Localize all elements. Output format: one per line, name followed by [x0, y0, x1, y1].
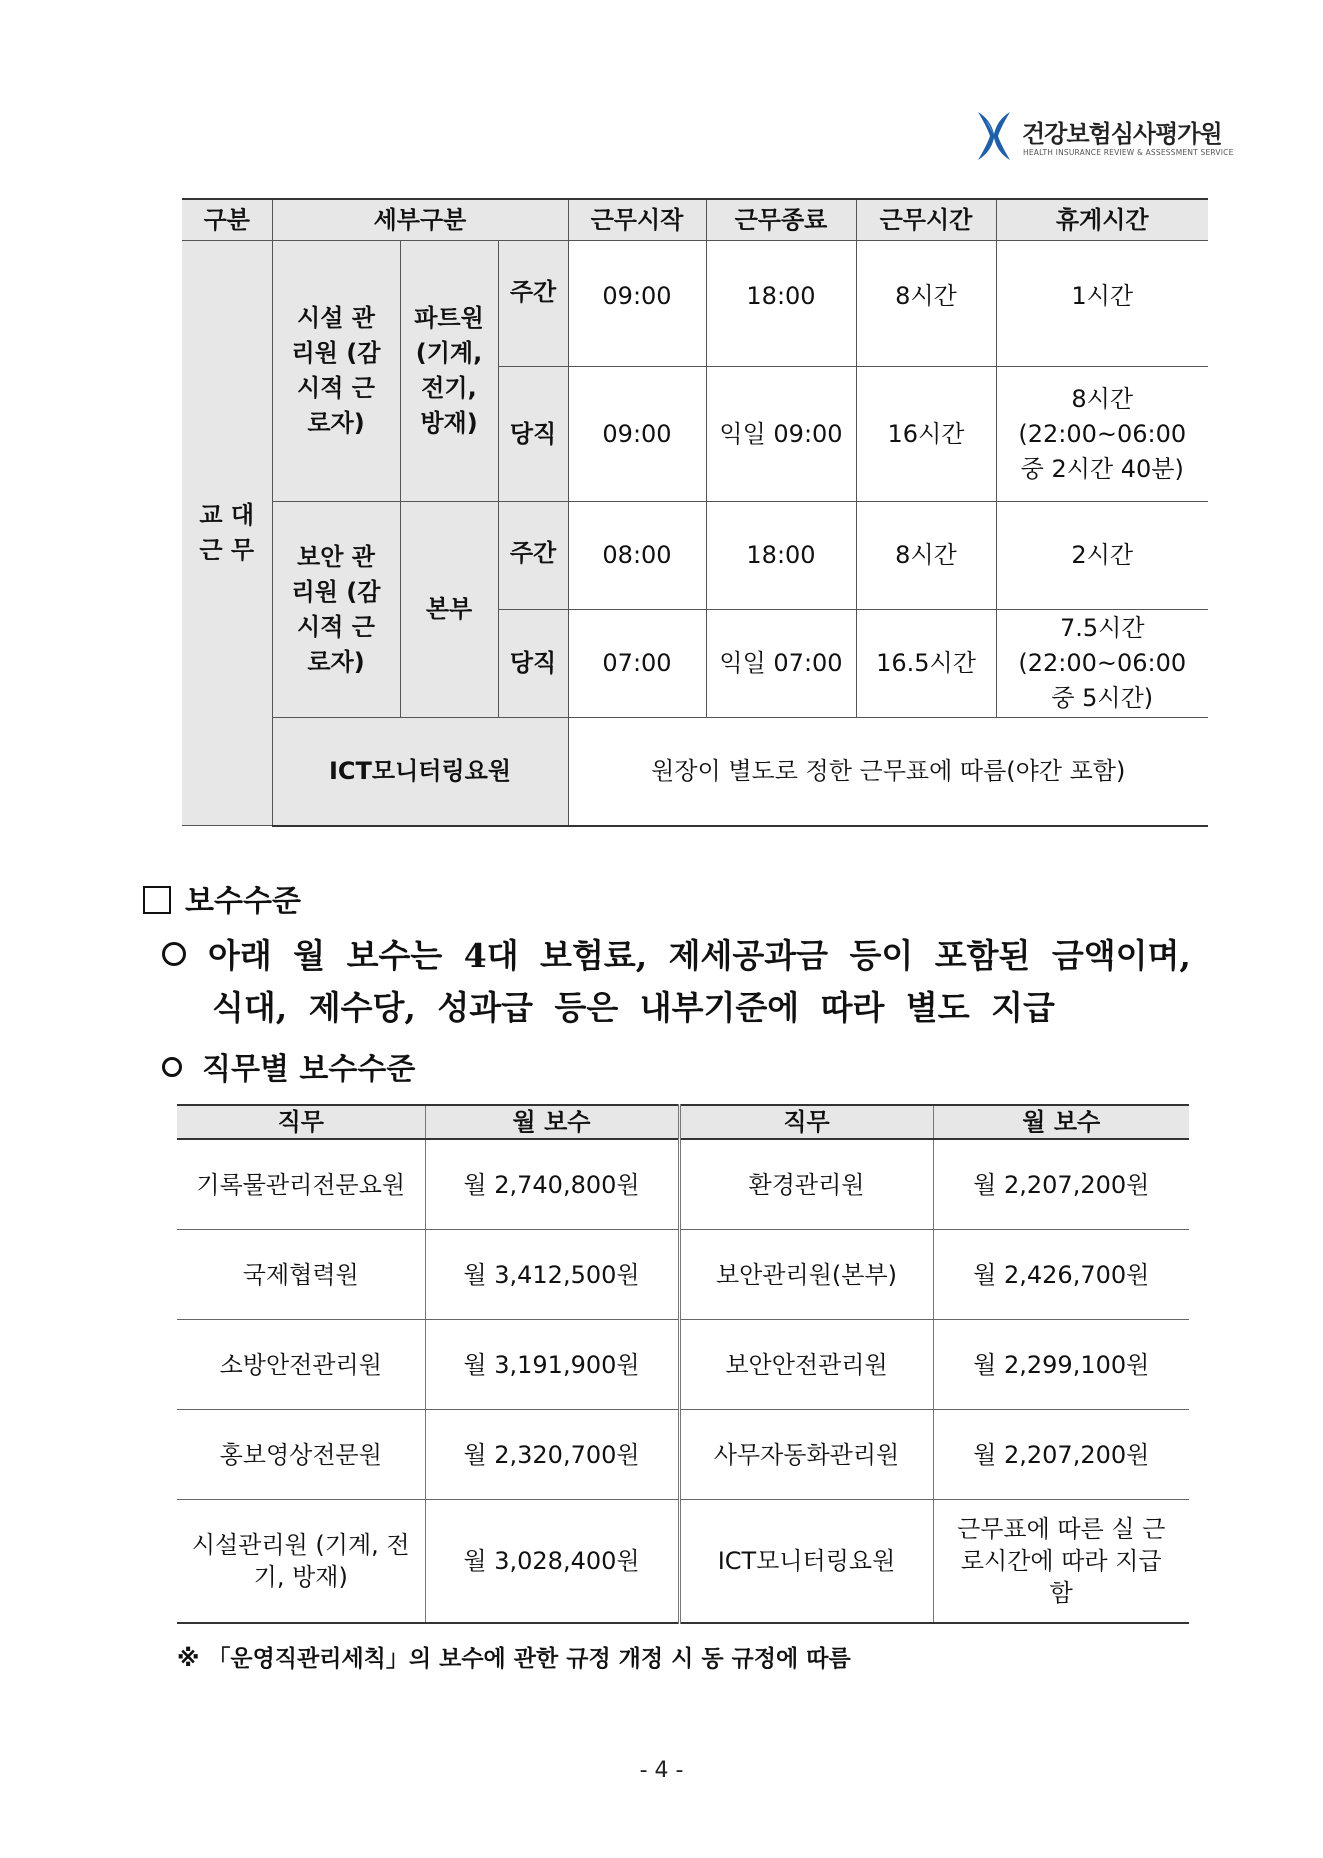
monthly-pay: 월 2,207,200원 — [933, 1410, 1189, 1500]
job-title: 국제협력원 — [177, 1230, 425, 1320]
monthly-pay: 월 2,426,700원 — [933, 1230, 1189, 1320]
checkbox-square-icon — [143, 886, 171, 914]
shift-end: 18:00 — [706, 241, 856, 367]
salary-row — [177, 1320, 1189, 1410]
shift-type: 당직 — [498, 610, 568, 718]
schedule-row — [182, 241, 1208, 367]
job-title: 보안안전관리원 — [679, 1320, 933, 1410]
shift-rest-text: 8시간 (22:00~06:00 중 2시간 40분) — [1018, 384, 1187, 483]
monthly-pay: 월 2,299,100원 — [933, 1320, 1189, 1410]
salary-row — [177, 1230, 1189, 1320]
pay-subheading-text: 직무별 보수수준 — [202, 1052, 416, 1087]
header-pay: 월 보수 — [425, 1105, 679, 1139]
circle-bullet-icon — [162, 1057, 182, 1077]
org-logo — [972, 108, 1234, 164]
header-category: 구분 — [182, 199, 272, 241]
shift-type: 주간 — [498, 502, 568, 610]
job-title: ICT모니터링요원 — [679, 1500, 933, 1624]
header-rest: 휴게시간 — [996, 199, 1208, 241]
shift-end: 18:00 — [706, 502, 856, 610]
job-title: 기록물관리전문요원 — [177, 1139, 425, 1230]
job-title: 환경관리원 — [679, 1139, 933, 1230]
header-end: 근무종료 — [706, 199, 856, 241]
monthly-pay — [933, 1500, 1189, 1624]
group-role-label: 보안 관리원 (감시적 근로자) — [291, 542, 381, 676]
shift-start: 07:00 — [568, 610, 706, 718]
shift-hours: 16시간 — [856, 367, 996, 502]
monthly-pay: 월 3,191,900원 — [425, 1320, 679, 1410]
ict-note: 원장이 별도로 정한 근무표에 따름(야간 포함) — [568, 718, 1208, 826]
pay-description-line2: 식대, 제수당, 성과급 등은 내부기준에 따라 별도 지급 — [212, 988, 1055, 1027]
org-subtitle: HEALTH INSURANCE REVIEW & ASSESSMENT SERVICE — [1023, 148, 1234, 157]
group-role — [272, 241, 400, 502]
header-start: 근무시작 — [568, 199, 706, 241]
monthly-pay-text: 근무표에 따른 실 근로시간에 따라 지급함 — [957, 1515, 1166, 1607]
circle-bullet-icon — [162, 942, 186, 966]
section-title — [143, 876, 301, 920]
section-title-text: 보수수준 — [185, 884, 301, 919]
shift-start: 08:00 — [568, 502, 706, 610]
shift-type: 당직 — [498, 367, 568, 502]
group-sub-label: 파트원 (기계, 전기, 방재) — [414, 304, 484, 437]
shift-end: 익일 09:00 — [706, 367, 856, 502]
schedule-row — [182, 718, 1208, 826]
org-logo-icon — [972, 108, 1016, 164]
schedule-header-row — [182, 199, 1208, 241]
group-role — [272, 502, 400, 718]
salary-row — [177, 1410, 1189, 1500]
monthly-pay: 월 3,028,400원 — [425, 1500, 679, 1624]
job-title: 사무자동화관리원 — [679, 1410, 933, 1500]
salary-header-row — [177, 1105, 1189, 1139]
monthly-pay: 월 2,320,700원 — [425, 1410, 679, 1500]
header-job: 직무 — [177, 1105, 425, 1139]
salary-row — [177, 1139, 1189, 1230]
org-name: 건강보험심사평가원 — [1022, 120, 1222, 148]
shift-type: 주간 — [498, 241, 568, 367]
header-hours: 근무시간 — [856, 199, 996, 241]
header-pay: 월 보수 — [933, 1105, 1189, 1139]
shift-rest — [996, 367, 1208, 502]
shift-category — [182, 241, 272, 826]
page-number: - 4 - — [639, 1758, 684, 1783]
footnote: ※ 「운영직관리세칙」의 보수에 관한 규정 개정 시 동 규정에 따름 — [177, 1646, 851, 1672]
shift-start: 09:00 — [568, 367, 706, 502]
shift-rest — [996, 610, 1208, 718]
ict-role: ICT모니터링요원 — [272, 718, 568, 826]
shift-start: 09:00 — [568, 241, 706, 367]
job-title: 보안관리원(본부) — [679, 1230, 933, 1320]
pay-subheading — [162, 1044, 415, 1088]
group-sub: 본부 — [400, 502, 498, 718]
header-job: 직무 — [679, 1105, 933, 1139]
salary-table — [177, 1104, 1189, 1624]
job-title-text: 시설관리원 (기계, 전기, 방재) — [191, 1531, 410, 1591]
shift-hours: 8시간 — [856, 502, 996, 610]
job-title — [177, 1500, 425, 1624]
job-title: 홍보영상전문원 — [177, 1410, 425, 1500]
monthly-pay: 월 2,740,800원 — [425, 1139, 679, 1230]
pay-description-line1: 아래 월 보수는 4대 보험료, 제세공과금 등이 포함된 금액이며, — [208, 936, 1191, 975]
shift-rest: 2시간 — [996, 502, 1208, 610]
shift-rest-text: 7.5시간 (22:00~06:00 중 5시간) — [1018, 614, 1187, 712]
shift-end: 익일 07:00 — [706, 610, 856, 718]
shift-category-label: 교 대 근 무 — [199, 501, 255, 564]
group-role-label: 시설 관리원 (감시적 근로자) — [291, 304, 381, 437]
salary-row — [177, 1500, 1189, 1624]
schedule-row — [182, 502, 1208, 610]
monthly-pay: 월 3,412,500원 — [425, 1230, 679, 1320]
monthly-pay: 월 2,207,200원 — [933, 1139, 1189, 1230]
header-detail: 세부구분 — [272, 199, 568, 241]
shift-hours: 8시간 — [856, 241, 996, 367]
shift-hours: 16.5시간 — [856, 610, 996, 718]
job-title: 소방안전관리원 — [177, 1320, 425, 1410]
pay-description — [162, 930, 1222, 1034]
group-sub — [400, 241, 498, 502]
work-schedule-table — [182, 198, 1208, 827]
shift-rest: 1시간 — [996, 241, 1208, 367]
